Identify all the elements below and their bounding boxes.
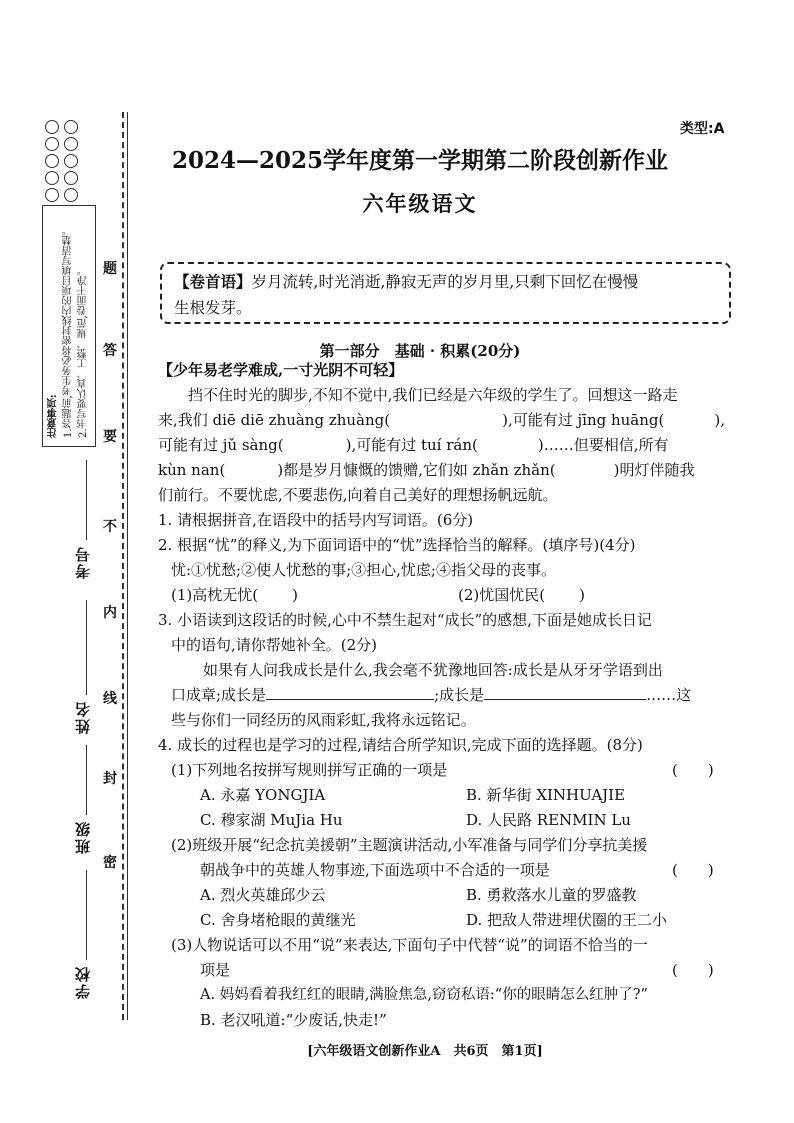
binding-char: 封 [103, 771, 117, 787]
seal-dashed-line [122, 112, 124, 1020]
question-2-item1 [171, 583, 298, 608]
question-3-passage [171, 683, 691, 708]
passage-text: ),可能有过 jīng huāng( [502, 411, 665, 429]
passage-text: )都是岁月慷慨的馈赠,它们如 zhǎn zhǎn( [277, 461, 556, 479]
paper-type: 类型:A [680, 121, 725, 137]
answer-bracket[interactable]: ( ) [672, 761, 714, 779]
question-2-definitions: 忧:①忧愁;②使人忧愁的事;③担心,忧虑;④指父母的丧事。 [171, 561, 556, 579]
notice-line: 1.答题前,考生务必将密封线内的项目填写清楚。 [63, 225, 74, 438]
question-2-item2 [458, 583, 585, 608]
question-3-stem: 3. 小语读到这段话的时候,心中不禁生起对“成长”的感想,下面是她成长日记 [158, 611, 652, 629]
seal-solid-line [127, 112, 128, 1020]
passage-line: 挡不住时光的脚步,不知不觉中,我们已经是六年级的学生了。回想这一路走 [188, 386, 678, 404]
exam-number-label: 考号 [74, 545, 92, 579]
passage-text: 来,我们 diē diē zhuàng zhuàng( [158, 411, 391, 429]
passage-text: )……但要相信,所有 [537, 436, 669, 454]
binding-char: 要 [103, 429, 117, 445]
question-1: 1. 请根据拼音,在语段中的括号内写词语。(6分) [158, 511, 474, 529]
question-4-3-stem: (3)人物说话可以不用“说”来表达,下面句子中代替“说”的词语不恰当的一 [171, 936, 648, 954]
passage-line [158, 433, 669, 458]
question-4-stem: 4. 成长的过程也是学习的过程,请结合所学知识,完成下面的选择题。(8分) [158, 736, 643, 754]
foreword-label: 【卷首语】 [174, 272, 252, 291]
foreword-box [160, 262, 731, 324]
option-b: B. 新华街 XINHUAJIE [466, 786, 626, 804]
foreword-line2: 生根发芽。 [174, 299, 252, 317]
option-d: D. 人民路 RENMIN Lu [466, 811, 631, 829]
binding-hole-icon [64, 171, 78, 185]
part-title: 第一部分 基础 · 积累(20分) [319, 342, 521, 360]
option-a: A. 烈火英雄邱少云 [200, 886, 326, 904]
school-label: 学校 [74, 965, 92, 999]
option-a: A. 永嘉 YONGJIA [200, 786, 326, 804]
option-a: A. 妈妈看着我红红的眼睛,满脸焦急,窃窃私语:“你的眼睛怎么红肿了?” [200, 987, 648, 1003]
option-b: B. 老汉吼道:“少废话,快走!” [200, 1011, 387, 1029]
question-2-stem: 2. 根据“忧”的释义,为下面词语中的“忧”选择恰当的解释。(填序号)(4分) [158, 536, 636, 554]
passage-text: ),可能有过 tuí rán( [345, 436, 478, 454]
binding-char: 内 [103, 605, 117, 621]
passage-line [158, 408, 725, 433]
question-3-passage: 如果有人问我成长是什么,我会毫不犹豫地回答:成长是从牙牙学语到出 [203, 661, 663, 679]
binding-hole-icon [64, 154, 78, 168]
fill-blank[interactable] [266, 683, 434, 700]
option-c: C. 舍身堵枪眼的黄继光 [200, 911, 356, 929]
fill-blank[interactable] [484, 683, 646, 700]
passage-text: 可能有过 jǔ sàng( [158, 436, 284, 454]
item-text: ) [579, 586, 585, 604]
option-c: C. 穆家湖 MuJia Hu [200, 811, 343, 829]
foreword-line1: 岁月流转,时光消逝,静寂无声的岁月里,只剩下回忆在慢慢 [251, 273, 639, 291]
page-subtitle: 六年级语文 [362, 191, 478, 216]
passage-line: 们前行。不要忧虑,不要悲伤,向着自己美好的理想扬帆远航。 [158, 486, 558, 504]
question-4-3-stem: 项是 [200, 961, 231, 979]
binding-hole-icon [45, 120, 59, 134]
name-label: 姓名 [74, 700, 92, 734]
exam-number-field[interactable] [86, 460, 87, 540]
binding-char: 不 [103, 519, 117, 535]
class-field[interactable] [86, 745, 87, 815]
passage-text: ), [714, 411, 725, 429]
binding-hole-icon [45, 171, 59, 185]
section-title: 【少年易老学难成,一寸光阴不可轻】 [158, 361, 404, 379]
binding-char: 密 [103, 855, 117, 871]
question-4-1-stem: (1)下列地名按拼写规则拼写正确的一项是 [171, 761, 448, 779]
answer-bracket[interactable]: ( ) [672, 861, 714, 879]
binding-char: 线 [103, 691, 117, 707]
passage-line [158, 458, 695, 483]
class-label: 班级 [74, 820, 92, 854]
item-text: ) [292, 586, 298, 604]
passage-text: )明灯伴随我 [613, 461, 695, 479]
binding-hole-icon [64, 120, 78, 134]
question-3-passage: 些与你们一同经历的风雨彩虹,我将永远铭记。 [171, 711, 476, 729]
binding-hole-icon [45, 137, 59, 151]
binding-hole-icon [45, 154, 59, 168]
question-4-2-stem: (2)班级开展“纪念抗美援朝”主题演讲活动,小军准备与同学们分享抗美援 [171, 836, 648, 854]
notice-box [42, 205, 96, 447]
passage-text: ……这 [646, 686, 692, 704]
question-4-2-stem: 朝战争中的英雄人物事迹,下面选项中不合适的一项是 [200, 861, 550, 879]
item-text: (2)忧国忧民( [458, 586, 546, 604]
question-3-stem: 中的语句,请你帮她补全。(2分) [171, 636, 378, 654]
passage-text: ;成长是 [434, 686, 485, 704]
notice-title: 注意事项: [48, 394, 59, 438]
notice-line: 2.书写要认真、工整、规范,卷面干净。 [78, 265, 89, 438]
binding-hole-icon [64, 188, 78, 202]
binding-char: 答 [103, 343, 117, 359]
item-text: (1)高枕无忧( [171, 586, 259, 604]
option-d: D. 把敌人带进埋伏圈的王二小 [466, 911, 668, 929]
page-title: 2024—2025学年度第一学期第二阶段创新作业 [171, 147, 669, 174]
foreword-text [174, 269, 719, 321]
binding-char: 题 [103, 261, 117, 277]
page-footer: [六年级语文创新作业A 共6页 第1页] [307, 1044, 543, 1059]
passage-text: kùn nan( [158, 461, 226, 479]
passage-text: 口成章;成长是 [171, 686, 267, 704]
answer-bracket[interactable]: ( ) [672, 961, 714, 979]
binding-hole-icon [45, 188, 59, 202]
name-field[interactable] [86, 600, 87, 695]
school-field[interactable] [86, 870, 87, 960]
binding-hole-icon [64, 137, 78, 151]
option-b: B. 勇救落水儿童的罗盛教 [466, 886, 637, 904]
